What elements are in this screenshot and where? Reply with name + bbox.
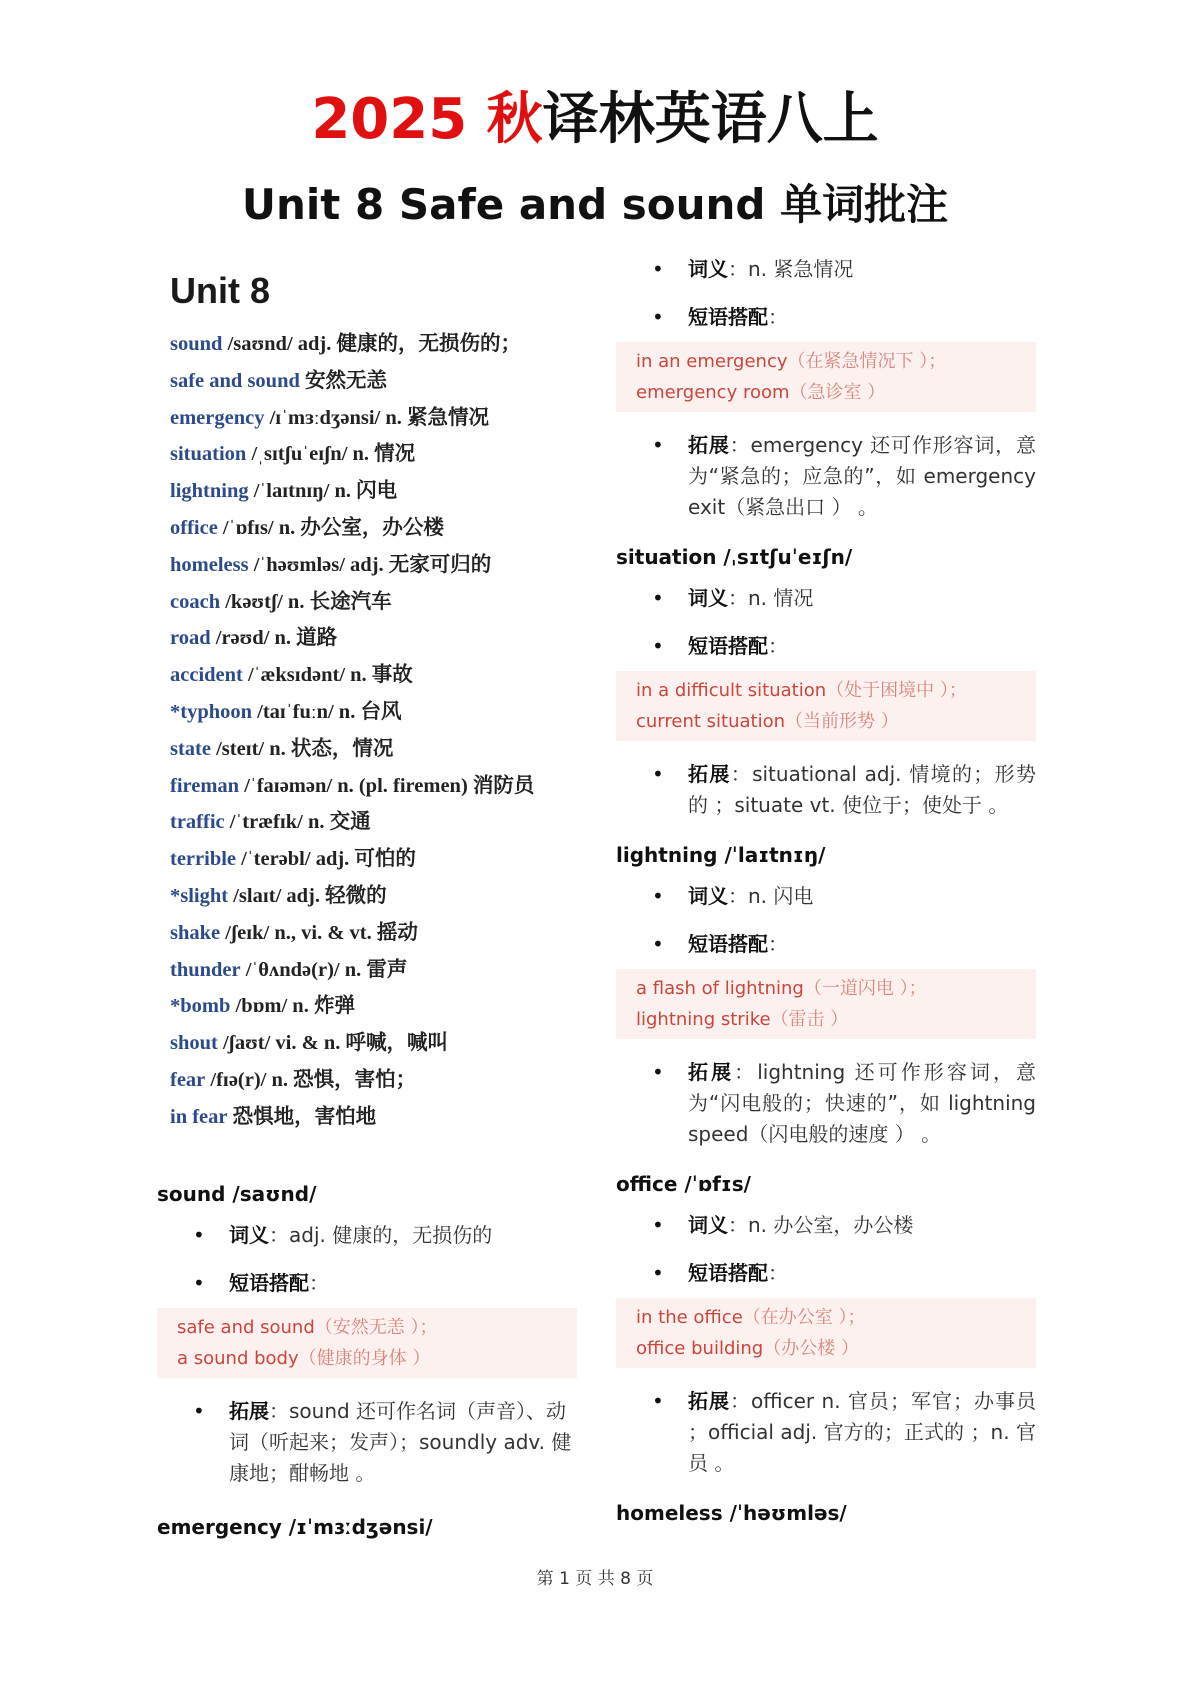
vocab-definition: /ˈæksɪdənt/ n. 事故 [248, 664, 413, 687]
vocab-word: safe and sound [170, 369, 300, 392]
vocab-word: terrible [170, 848, 237, 871]
meaning-label: 词义 [688, 586, 728, 610]
phrases-box [616, 1298, 1036, 1368]
phrases-bullet: • 短语搭配： [616, 302, 1036, 333]
meaning-text: n. 闪电 [748, 884, 814, 908]
phrases-label: 短语搭配 [688, 932, 768, 956]
vocab-definition: /slaɪt/ adj. 轻微的 [233, 884, 387, 907]
vocab-row [158, 952, 588, 989]
vocab-row [158, 804, 588, 841]
phrases-label: 短语搭配 [229, 1271, 309, 1295]
vocab-word: accident [170, 664, 243, 687]
vocab-row [158, 620, 588, 657]
phrase-line: lightning strike（雷击 ） [636, 1009, 849, 1030]
extension-bullet: • 拓展：sound 还可作名词（声音）、动词（听起来；发声）；soundly adv. 健康地；酣畅地 。 [157, 1396, 577, 1489]
vocab-definition: /ˈθʌndə(r)/ n. 雷声 [245, 958, 408, 981]
phrase-line: in the office（在办公室 ）； [636, 1307, 866, 1328]
meaning-label: 词义 [688, 257, 728, 281]
entry-head-office: office /ˈɒfɪs/ [616, 1172, 751, 1196]
vocab-word: *slight [170, 884, 229, 907]
entry-head-sound: sound /saʊnd/ [157, 1182, 317, 1206]
vocab-definition: /ˌsɪtʃuˈeɪʃn/ n. 情况 [251, 443, 416, 466]
right-column [616, 254, 1036, 1539]
vocab-word: emergency [170, 406, 265, 429]
vocab-definition: /ˈlaɪtnɪŋ/ n. 闪电 [253, 480, 398, 503]
vocab-definition: /rəʊd/ n. 道路 [215, 627, 338, 650]
vocab-definition: /saʊnd/ adj. 健康的，无损伤的； [227, 333, 521, 355]
phrases-label: 短语搭配 [688, 634, 768, 658]
title-year: 2025 [311, 87, 468, 152]
vocab-word: shout [170, 1032, 218, 1055]
extension-label: 拓展 [688, 1060, 735, 1084]
vocab-word: office [170, 516, 218, 539]
vocab-row [158, 363, 588, 400]
meaning-bullet: • 词义：n. 办公室，办公楼 [616, 1210, 1036, 1241]
vocab-word: traffic [170, 811, 225, 834]
vocab-word: *typhoon [170, 700, 253, 723]
vocab-definition: /ˈfaɪəmən/ n. (pl. firemen) 消防员 [244, 774, 535, 797]
phrases-bullet: • 短语搭配： [616, 1258, 1036, 1289]
meaning-text: n. 紧急情况 [748, 257, 854, 281]
meaning-bullet: • 词义：n. 紧急情况 [616, 254, 1036, 285]
vocab-list-heading: Unit 8 [170, 270, 271, 311]
extension-bullet: • 拓展：emergency 还可作形容词，意为“紧急的；应急的”，如 emergency exit（紧急出口 ） 。 [616, 430, 1036, 523]
vocab-row [158, 584, 588, 621]
extension-bullet: • 拓展：officer n. 官员；军官；办事员 ；official adj. 官方的；正式的 ；n. 官员 。 [616, 1386, 1036, 1479]
vocab-definition: /bɒm/ n. 炸弹 [235, 995, 355, 1018]
page-footer: 第 1 页 共 8 页 [536, 1569, 654, 1589]
vocab-row [158, 694, 588, 731]
phrases-box [616, 969, 1036, 1039]
vocab-word: thunder [170, 958, 241, 981]
extension-text: emergency 还可作形容词，意为“紧急的；应急的”，如 emergency exit（紧急出口 ） 。 [688, 433, 1037, 519]
vocab-row [158, 841, 588, 878]
vocab-definition: /ˈterəbl/ adj. 可怕的 [241, 848, 416, 871]
vocab-word: *bomb [170, 995, 231, 1018]
title-autumn: 秋 [486, 87, 543, 152]
vocab-definition: /kəʊtʃ/ n. 长途汽车 [225, 590, 392, 613]
vocab-definition: /ʃeɪk/ n., vi. & vt. 摇动 [225, 921, 418, 944]
vocab-list [158, 270, 588, 1136]
vocab-word: shake [170, 921, 221, 944]
vocab-row [158, 1062, 588, 1099]
vocab-row [158, 1099, 588, 1136]
entry-head-homeless: homeless /ˈhəʊmləs/ [616, 1501, 847, 1525]
vocab-word: state [170, 737, 211, 760]
entry-head-situation: situation /ˌsɪtʃuˈeɪʃn/ [616, 545, 853, 569]
phrases-box [616, 671, 1036, 741]
vocab-word: in fear [170, 1105, 228, 1128]
extension-text: situational adj. 情境的；形势的 ；situate vt. 使位于；使处于 。 [688, 762, 1037, 817]
vocab-word: sound [170, 333, 223, 355]
vocab-definition: 安然无恙 [305, 369, 388, 392]
extension-bullet: • 拓展：lightning 还可作形容词，意为“闪电般的；快速的”，如 lightning speed（闪电般的速度 ） 。 [616, 1057, 1036, 1150]
vocab-row [158, 400, 588, 437]
page-title [0, 88, 1190, 152]
phrase-line: in a difficult situation（处于困境中 ）； [636, 680, 967, 701]
page-subtitle: Unit 8 Safe and sound 单词批注 [241, 180, 949, 229]
vocab-word: lightning [170, 480, 249, 503]
vocab-row [158, 915, 588, 952]
vocab-row [158, 878, 588, 915]
phrase-line: a sound body（健康的身体 ） [177, 1348, 431, 1369]
phrases-bullet: • 短语搭配： [616, 929, 1036, 960]
meaning-text: adj. 健康的，无损伤的 [289, 1223, 493, 1247]
vocab-definition: /ɪˈmɜːdʒənsi/ n. 紧急情况 [269, 406, 490, 429]
meaning-text: n. 情况 [748, 586, 814, 610]
vocab-definition: /steɪt/ n. 状态，情况 [216, 737, 394, 760]
vocab-definition: /taɪˈfuːn/ n. 台风 [257, 700, 402, 723]
phrases-label: 短语搭配 [688, 1261, 768, 1285]
vocab-word: fireman [170, 774, 240, 797]
vocab-row [158, 473, 588, 510]
vocab-word: homeless [170, 553, 249, 576]
extension-label: 拓展 [688, 1389, 731, 1413]
phrases-label: 短语搭配 [688, 305, 768, 329]
meaning-label: 词义 [229, 1223, 269, 1247]
extension-label: 拓展 [688, 433, 730, 457]
vocab-definition: /fɪə(r)/ n. 恐惧，害怕； [210, 1068, 417, 1091]
phrases-bullet: • 短语搭配： [157, 1268, 577, 1299]
vocab-rows [158, 326, 588, 1136]
phrase-line: safe and sound（安然无恙 ）； [177, 1317, 438, 1338]
phrases-box [616, 342, 1036, 412]
extension-label: 拓展 [229, 1399, 269, 1423]
extension-bullet: • 拓展：situational adj. 情境的；形势的 ；situate vt. 使位于；使处于 。 [616, 759, 1036, 821]
vocab-row [158, 326, 588, 363]
entry-head-emergency: emergency /ɪˈmɜːdʒənsi/ [157, 1515, 433, 1539]
vocab-definition: /ˈhəʊmləs/ adj. 无家可归的 [253, 553, 492, 576]
phrase-line: office building（办公楼 ） [636, 1338, 859, 1359]
meaning-label: 词义 [688, 884, 728, 908]
vocab-definition: /ˈɒfɪs/ n. 办公室，办公楼 [222, 516, 444, 539]
vocab-word: coach [170, 590, 221, 613]
extension-text: officer n. 官员；军官；办事员 ；official adj. 官方的；正式的 ；n. 官员 。 [688, 1389, 1037, 1475]
vocab-definition: /ˈtræfɪk/ n. 交通 [229, 811, 371, 834]
vocab-word: situation [170, 443, 247, 466]
phrases-box [157, 1308, 577, 1378]
vocab-row [158, 768, 588, 805]
vocab-row [158, 988, 588, 1025]
vocab-row [158, 657, 588, 694]
vocab-word: road [170, 627, 211, 650]
meaning-bullet: • 词义：n. 闪电 [616, 881, 1036, 912]
phrase-line: in an emergency（在紧急情况下 ）； [636, 351, 947, 372]
title-rest: 译林英语八上 [542, 87, 879, 152]
phrase-line: current situation（当前形势 ） [636, 711, 899, 732]
phrase-line: a flash of lightning（一道闪电 ）； [636, 978, 927, 999]
vocab-row [158, 547, 588, 584]
entry-head-lightning: lightning /ˈlaɪtnɪŋ/ [616, 843, 826, 867]
phrases-bullet: • 短语搭配： [616, 631, 1036, 662]
vocab-word: fear [170, 1068, 206, 1091]
meaning-bullet: • 词义：n. 情况 [616, 583, 1036, 614]
vocab-row [158, 1025, 588, 1062]
phrase-line: emergency room（急诊室 ） [636, 382, 886, 403]
vocab-row [158, 510, 588, 547]
vocab-row [158, 731, 588, 768]
meaning-text: n. 办公室，办公楼 [748, 1213, 914, 1237]
meaning-bullet: • 词义：adj. 健康的，无损伤的 [157, 1220, 577, 1251]
extension-text: lightning 还可作形容词，意为“闪电般的；快速的”，如 lightning speed（闪电般的速度 ） 。 [688, 1060, 1037, 1146]
left-column [157, 1182, 577, 1553]
vocab-definition: /ʃaʊt/ vi. & n. 呼喊，喊叫 [222, 1032, 448, 1055]
extension-text: sound 还可作名词（声音）、动词（听起来；发声）；soundly adv. 健康地；酣畅地 。 [229, 1399, 572, 1485]
vocab-definition: 恐惧地，害怕地 [232, 1105, 377, 1128]
extension-label: 拓展 [688, 762, 731, 786]
meaning-label: 词义 [688, 1213, 728, 1237]
vocab-row [158, 436, 588, 473]
